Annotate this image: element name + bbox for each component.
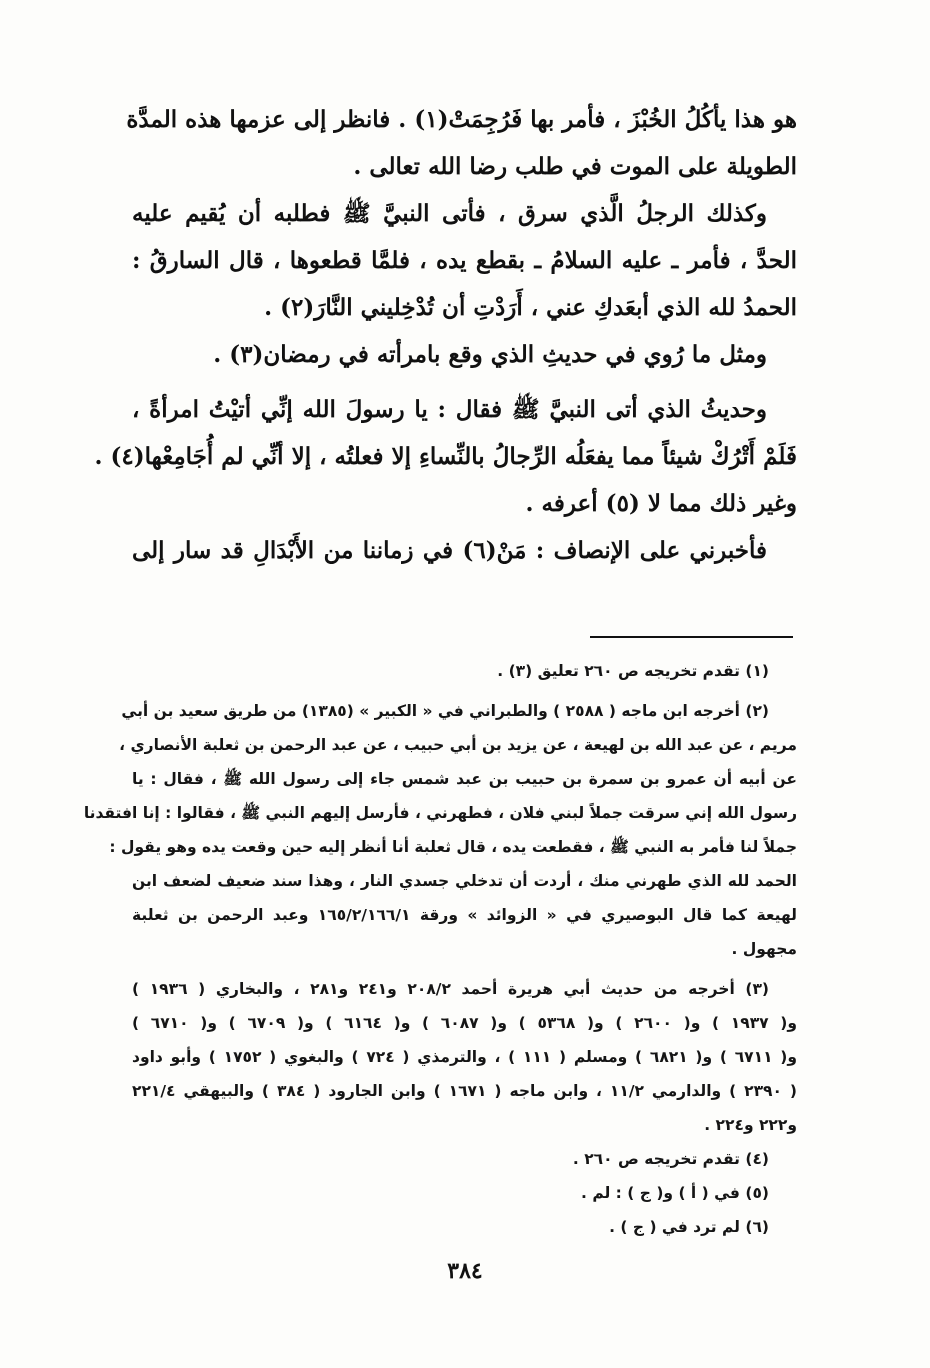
footnote-line: مجهول . [731,940,797,958]
footnote-line: رسول الله إني سرقت جملاً لبني فلان ، فطهرني ، فأرسل إليهم النبي ﷺ ، فقالوا : إنا افتقدنا [83,804,797,822]
body-line: الحمدُ لله الذي أبعَدكِ عني ، أَرَدْتِ أن تُدْخِليني النَّارَ(٢) . [264,294,797,321]
footnote-2 [83,694,797,966]
footnote-4: (٤) تقدم تخريجه ص ٢٦٠ . [572,1150,769,1168]
footnote-line: و( ١٩٣٧ ) و( ٢٦٠٠ ) و( ٥٣٦٨ ) و( ٦٠٨٧ ) و( ٦١٦٤ ) و( ٦٧٠٩ ) و( ٦٧١٠ ) [132,1014,798,1032]
footnote-line: لهيعة كما قال البوصيري في « الزوائد » ورقة ١٦٥/٢/١٦٦/١ وعبد الرحمن بن ثعلبة [132,906,797,924]
footnote-line: مريم ، عن عبد الله بن لهيعة ، عن يزيد بن أبي حبيب ، عن عبد الرحمن بن ثعلبة الأنصاري ، [119,736,797,754]
footnote-line: (٢) أخرجه ابن ماجه ( ٢٥٨٨ ) والطبراني في « الكبير » (١٣٨٥) من طريق سعيد بن أبي [121,702,769,720]
footnote-6: (٦) لم ترد في ( ج ) . [609,1218,769,1236]
body-line: وغير ذلك مما لا (٥) أعرفه . [525,490,797,517]
footnote-separator [590,636,793,638]
body-line: وكذلك الرجلُ الَّذي سرق ، فأتى النبيَّ ﷺ فطلبه أن يُقيم عليه [132,200,767,227]
footnote-3 [132,972,797,1142]
main-text [94,96,797,574]
footnote-line: ( ٢٣٩٠ ) والدارمي ١١/٢ ، وابن ماجه ( ١٦٧١ ) وابن الجارود ( ٣٨٤ ) والبيهقي ٢٢١/٤ [132,1082,798,1100]
footnote-line: و٢٢٢ و٢٢٤ . [704,1116,797,1134]
body-line: فأخبرني على الإنصاف : مَنْ(٦) في زماننا من الأَبْدَالِ قد سار إلى [132,537,767,564]
footnote-line: الحمد لله الذي طهرني منك ، أردت أن تدخلي جسدي النار ، وهذا سند ضعيف لضعف ابن [132,872,797,890]
footnote-5: (٥) في ( أ ) و( ج ) : لم . [581,1184,769,1202]
footnote-line: و( ٦٧١١ ) و( ٦٨٢١ ) ومسلم ( ١١١ ) ، والترمذي ( ٧٢٤ ) والبغوي ( ١٧٥٢ ) وأبو داود [132,1048,797,1066]
body-line: فَلَمْ أَتْرُكْ شيئاً مما يفعَلُه الرِّجالُ بالنِّساءِ إلا فعلتُه ، إلا أنِّي لم أُجَامِعْها(٤) . [94,443,797,470]
footnotes [83,654,798,1244]
footnote-line: (٣) أخرجه من حديث أبي هريرة أحمد ٢٠٨/٢ و٢٤١ و٢٨١ ، والبخاري ( ١٩٣٦ ) [132,980,770,998]
body-line: الطويلة على الموت في طلب رضا الله تعالى . [353,153,797,180]
body-line: وحديثُ الذي أتى النبيَّ ﷺ فقال : يا رسولَ الله إنِّي أتيْتُ امرأةً ، [132,396,767,423]
footnote-1: (١) تقدم تخريجه ص ٢٦٠ تعليق (٣) . [497,662,769,680]
footnote-line: جملاً لنا فأمر به النبي ﷺ ، فقطعت يده ، قال ثعلبة أنا أنظر إليه حين وقعت يده وهو يقول : [109,838,797,856]
body-line: ومثل ما رُوي في حديثِ الذي وقع بامرأته في رمضان(٣) . [213,341,767,368]
page-number: ٣٨٤ [447,1258,483,1284]
footnote-line: عن أبيه أن عمرو بن سمرة بن حبيب بن عبد شمس جاء إلى رسول الله ﷺ ، فقال : يا [132,770,797,788]
body-line: الحدَّ ، فأمر ـ عليه السلامُ ـ بقطع يده ، فلمَّا قطعوها ، قال السارقُ : [132,247,797,274]
body-line: هو هذا يأكُلُ الخُبْزَ ، فأمر بها فَرُجِمَتْ(١) . فانظر إلى عزمها هذه المدَّة [126,106,797,133]
